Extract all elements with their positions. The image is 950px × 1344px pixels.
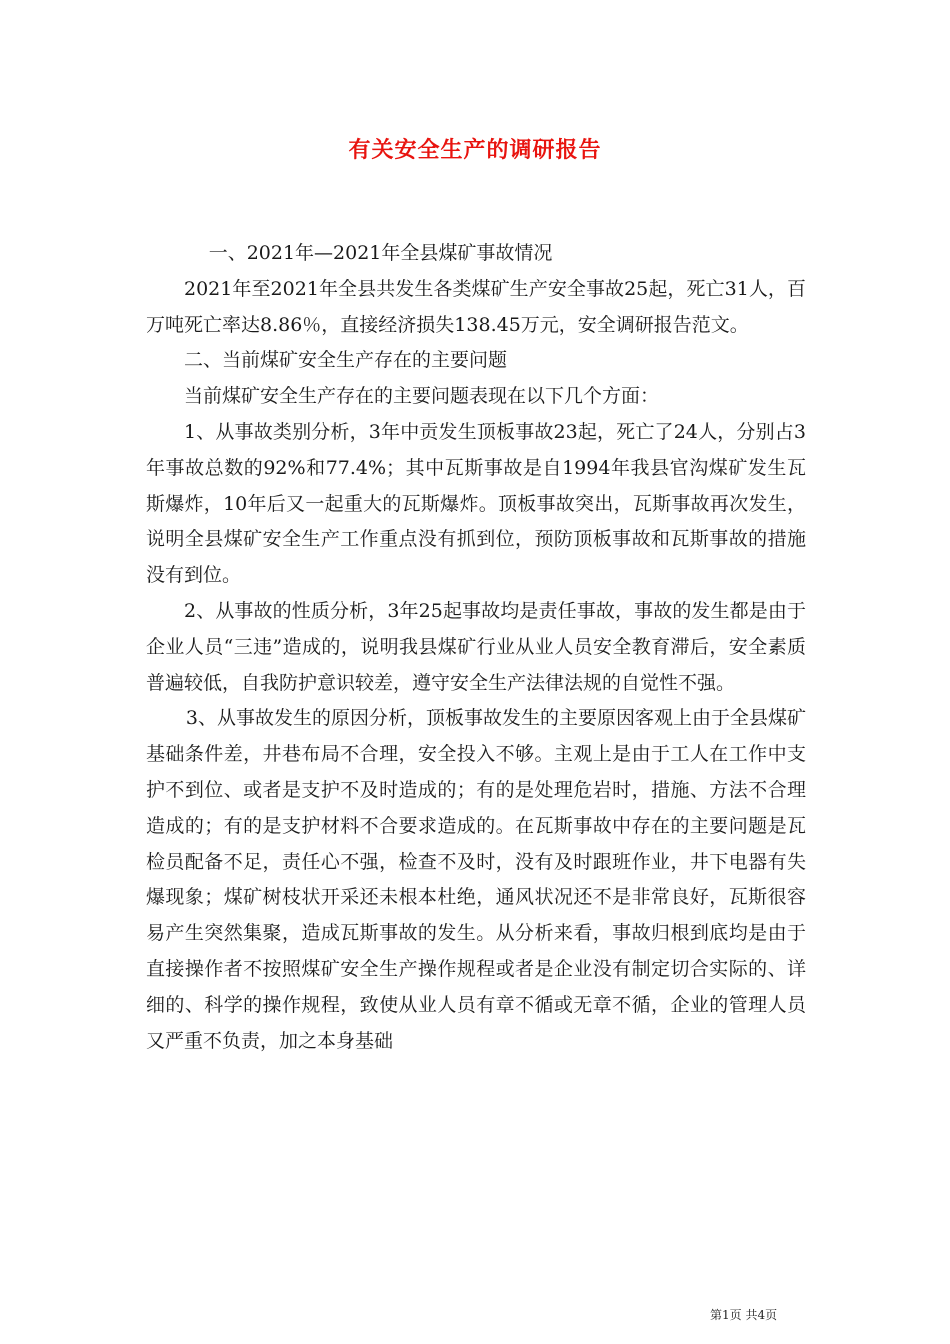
document-body [146,236,806,1059]
section-heading-1: 一、2021年—2021年全县煤矿事故情况 [208,242,553,264]
paragraph-point-1: 1、从事故类别分析，3年中贡发生顶板事故23起，死亡了24人，分别占3年事故总数的92%和77.4%；其中瓦斯事故是自1994年我县官沟煤矿发生瓦斯爆炸，10年后又一起重大的瓦斯爆炸。顶板事故突出，瓦斯事故再次发生，说明全县煤矿安全生产工作重点没有抓到位，预防顶板事故和瓦斯事故的措施没有到位。 [146,420,806,587]
page-number-footer: 第1页 共4页 [710,1308,778,1322]
paragraph-problems-intro: 当前煤矿安全生产存在的主要问题表现在以下几个方面： [184,385,660,408]
paragraph-point-2: 2、从事故的性质分析，3年25起事故均是责任事故，事故的发生都是由于企业人员“三违”造成的，说明我县煤矿行业从业人员安全教育滞后，安全素质普遍较低，自我防护意识较差，遵守安全生产法律法规的自觉性不强。 [146,599,806,694]
paragraph-point-3: 3、从事故发生的原因分析，顶板事故发生的主要原因客观上由于全县煤矿基础条件差，井巷布局不合理，安全投入不够。主观上是由于工人在工作中支护不到位、或者是支护不及时造成的；有的是处理危岩时，措施、方法不合理造成的；有的是支护材料不合要求造成的。在瓦斯事故中存在的主要问题是瓦检员配备不足，责任心不强，检查不及时，没有及时跟班作业，井下电器有失爆现象；煤矿树枝状开采还未根本杜绝，通风状况还不是非常良好，瓦斯很容易产生突然集聚，造成瓦斯事故的发生。从分析来看，事故归根到底均是由于直接操作者不按照煤矿安全生产操作规程或者是企业没有制定切合实际的、详细的、科学的操作规程，致使从业人员有章不循或无章不循，企业的管理人员又严重不负责，加之本身基础 [146,707,806,1052]
section-heading-2: 二、当前煤矿安全生产存在的主要问题 [184,349,508,372]
paragraph-accident-summary: 2021年至2021年全县共发生各类煤矿生产安全事故25起，死亡31人，百万吨死亡率达8.86％，直接经济损失138.45万元，安全调研报告范文。 [146,277,806,336]
document-title: 有关安全生产的调研报告 [348,137,602,163]
